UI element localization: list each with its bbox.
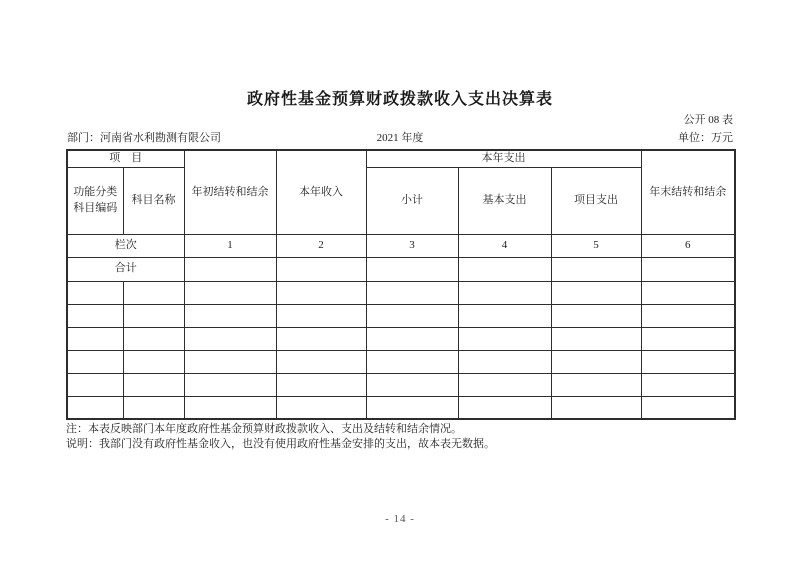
table-row <box>67 373 735 396</box>
empty-cell <box>123 304 184 327</box>
empty-cell <box>366 281 458 304</box>
empty-cell <box>458 281 551 304</box>
column-index-label: 栏次 <box>67 234 184 257</box>
total-cell <box>366 257 458 281</box>
total-row <box>67 257 735 281</box>
unit-label: 单位：万元 <box>678 132 733 144</box>
empty-cell <box>276 304 366 327</box>
empty-cell <box>67 304 123 327</box>
empty-cell <box>458 327 551 350</box>
total-cell <box>184 257 276 281</box>
empty-cell <box>458 350 551 373</box>
header-basic-expense: 基本支出 <box>458 167 551 234</box>
page-number: - 14 - <box>385 513 415 525</box>
column-index-2: 2 <box>276 234 366 257</box>
header-subject-name: 科目名称 <box>123 167 184 234</box>
empty-cell <box>276 396 366 419</box>
total-row-label: 合计 <box>67 257 184 281</box>
empty-cell <box>67 281 123 304</box>
header-row-detail <box>67 167 735 234</box>
column-index-5: 5 <box>551 234 641 257</box>
empty-cell <box>123 281 184 304</box>
empty-cell <box>641 327 735 350</box>
total-cell <box>276 257 366 281</box>
form-code-label: 公开 08 表 <box>683 114 733 126</box>
table-row <box>67 350 735 373</box>
header-current-income: 本年收入 <box>276 150 366 234</box>
total-cell <box>458 257 551 281</box>
page-title: 政府性基金预算财政拨款收入支出决算表 <box>246 91 553 108</box>
table-row <box>67 304 735 327</box>
empty-cell <box>184 304 276 327</box>
empty-cell <box>641 373 735 396</box>
header-expense-group: 本年支出 <box>366 150 641 167</box>
empty-cell <box>551 373 641 396</box>
column-index-1: 1 <box>184 234 276 257</box>
header-subtotal: 小计 <box>366 167 458 234</box>
table-row <box>67 327 735 350</box>
empty-cell <box>458 304 551 327</box>
empty-cell <box>551 281 641 304</box>
empty-cell <box>551 327 641 350</box>
empty-cell <box>123 396 184 419</box>
empty-cell <box>123 373 184 396</box>
budget-table <box>66 149 736 420</box>
department-label: 部门：河南省水利勘测有限公司 <box>67 132 221 144</box>
empty-cell <box>184 350 276 373</box>
empty-cell <box>366 373 458 396</box>
empty-cell <box>67 396 123 419</box>
empty-cell <box>67 350 123 373</box>
table-row <box>67 281 735 304</box>
header-item-group: 项 目 <box>67 150 184 167</box>
table-explanation: 说明：我部门没有政府性基金收入，也没有使用政府性基金安排的支出，故本表无数据。 <box>66 438 495 450</box>
total-cell <box>641 257 735 281</box>
empty-cell <box>184 327 276 350</box>
empty-cell <box>458 396 551 419</box>
table-row <box>67 396 735 419</box>
header-row-group <box>67 150 735 167</box>
empty-cell <box>366 396 458 419</box>
empty-cell <box>184 373 276 396</box>
column-index-row <box>67 234 735 257</box>
empty-cell <box>276 373 366 396</box>
table-note: 注：本表反映部门本年度政府性基金预算财政拨款收入、支出及结转和结余情况。 <box>66 423 462 435</box>
empty-cell <box>366 327 458 350</box>
empty-cell <box>67 373 123 396</box>
empty-cell <box>551 304 641 327</box>
column-index-4: 4 <box>458 234 551 257</box>
total-cell <box>551 257 641 281</box>
empty-cell <box>276 327 366 350</box>
header-func-code <box>67 167 123 234</box>
empty-cell <box>366 304 458 327</box>
header-project-expense: 项目支出 <box>551 167 641 234</box>
empty-cell <box>641 350 735 373</box>
empty-cell <box>366 350 458 373</box>
column-index-6: 6 <box>641 234 735 257</box>
header-begin-balance: 年初结转和结余 <box>184 150 276 234</box>
empty-cell <box>67 327 123 350</box>
header-func-code-line2: 科目编码 <box>73 201 118 214</box>
empty-cell <box>641 396 735 419</box>
column-index-3: 3 <box>366 234 458 257</box>
empty-cell <box>123 327 184 350</box>
fiscal-year-label: 2021 年度 <box>376 132 424 144</box>
empty-cell <box>276 281 366 304</box>
empty-cell <box>184 281 276 304</box>
empty-cell <box>276 350 366 373</box>
empty-cell <box>184 396 276 419</box>
empty-cell <box>551 396 641 419</box>
empty-cell <box>551 350 641 373</box>
header-end-balance: 年末结转和结余 <box>641 150 735 234</box>
header-func-code-line1: 功能分类 <box>73 186 118 198</box>
empty-cell <box>641 304 735 327</box>
empty-cell <box>641 281 735 304</box>
empty-cell <box>458 373 551 396</box>
meta-row <box>67 129 733 144</box>
empty-cell <box>123 350 184 373</box>
